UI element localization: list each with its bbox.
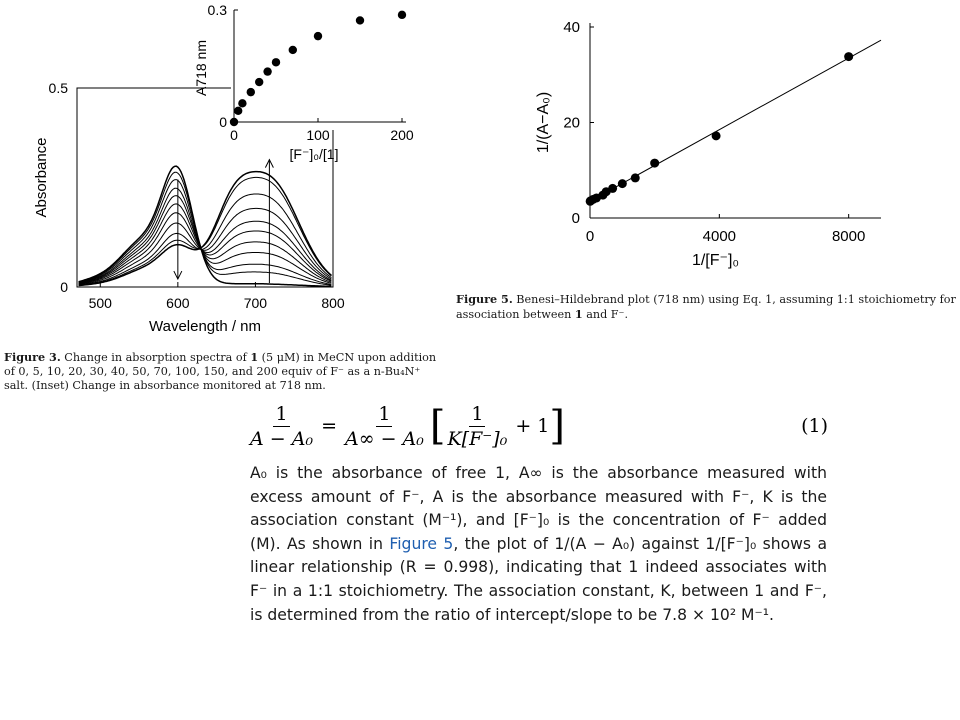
figure5-caption-text-end: and F⁻.	[582, 308, 629, 321]
spectra-x-tick-label: 600	[166, 295, 190, 311]
fig5-data-point	[712, 131, 721, 140]
paragraph-part-1: A₀ is the absorbance of free 1, A∞ is the absorbance measured with excess amount of F⁻, A is the absorbance measured with F⁻, K is the association constant (M⁻¹), and [F⁻]₀ is the concentration of F⁻ added (M). As shown in	[250, 464, 827, 553]
figure3-caption-label: Figure 3.	[4, 350, 61, 364]
spectra-y-tick-label: 0.5	[48, 80, 68, 96]
inset-y-tick-label: 0.3	[207, 2, 227, 18]
figure5-caption-compound: 1	[574, 307, 583, 321]
inset-y-axis-label: A718 nm	[193, 39, 209, 97]
figure5-caption-label: Figure 5.	[456, 292, 513, 306]
inset-y-tick-label: 0	[219, 114, 227, 130]
eq-rhs-numerator: 1	[378, 402, 391, 425]
spectra-y-axis-label: Absorbance	[33, 137, 50, 218]
inset-x-axis-label: [F⁻]₀/[1]	[289, 146, 339, 162]
figure3-caption-text: Change in absorption spectra of	[60, 351, 251, 364]
spectra-x-tick-label: 700	[243, 295, 268, 311]
inset-background	[231, 6, 411, 130]
eq-lhs-denominator: A − A₀	[250, 427, 314, 450]
figure5-benesi-hildebrand-chart	[520, 0, 920, 280]
figure5-caption-text: Benesi–Hildebrand plot (718 nm) using Eq. 1, assuming 1:1 stoichiometry for association between	[456, 293, 956, 321]
fig5-y-tick-label: 0	[571, 210, 580, 227]
eq-plus-one: + 1	[515, 415, 550, 437]
eq-inner-denominator: K[F⁻]₀	[447, 427, 508, 450]
figure5-link[interactable]: Figure 5	[389, 534, 454, 553]
eq-left-bracket: [	[429, 403, 446, 449]
fig5-data-point	[618, 179, 627, 188]
spectrum-line	[79, 172, 332, 286]
inset-data-point	[247, 88, 255, 96]
eq-inner-numerator: 1	[471, 402, 484, 425]
spectra-x-axis-label: Wavelength / nm	[149, 318, 261, 335]
figure3-caption-compound: 1	[250, 350, 259, 364]
fig5-data-point	[650, 159, 659, 168]
inset-data-point	[314, 32, 322, 40]
eq-rhs-fraction	[343, 403, 426, 450]
spectra-x-tick-label: 800	[321, 295, 345, 311]
inset-x-tick-label: 0	[230, 127, 238, 143]
fig5-y-tick-label: 40	[563, 19, 580, 36]
spectrum-line	[79, 208, 332, 284]
spectrum-line	[79, 196, 332, 284]
inset-data-point	[398, 11, 406, 19]
figure3-caption	[4, 350, 446, 393]
fig5-data-point	[631, 173, 640, 182]
spectrum-line	[79, 172, 332, 285]
fig5-x-tick-label: 8000	[831, 228, 866, 245]
inset-x-tick-label: 200	[390, 127, 414, 143]
eq-equals-sign: =	[321, 415, 337, 437]
fig5-data-point	[844, 52, 853, 61]
fig5-y-tick-label: 20	[563, 114, 580, 132]
inset-data-point	[263, 67, 271, 75]
equation-1	[248, 396, 828, 456]
inset-data-point	[238, 99, 246, 107]
fig5-y-axis-label: 1/(A−A₀)	[535, 91, 552, 154]
fig5-x-axis-label: 1/[F⁻]₀	[691, 252, 740, 269]
eq-number: (1)	[801, 415, 828, 437]
paragraph-part-2: , the plot of 1/(A − A₀) against 1/[F⁻]₀ shows a linear relationship (R = 0.998), indicating that 1 indeed associates with F⁻ in a 1:1 stoichiometry. The association constant, K, between 1 and F⁻, is determined from the ratio of intercept/slope to be 7.8 × 10² M⁻¹.	[250, 534, 827, 624]
inset-data-point	[356, 16, 364, 24]
body-paragraph	[250, 462, 827, 627]
fig5-data-point	[608, 184, 617, 193]
eq-inner-fraction	[445, 403, 509, 450]
inset-data-point	[289, 46, 297, 54]
fig5-x-tick-label: 4000	[702, 228, 737, 245]
figure3-inset-chart	[0, 0, 450, 170]
eq-rhs-denominator: A∞ − A₀	[344, 427, 424, 450]
eq-lhs-numerator: 1	[275, 402, 288, 425]
inset-data-point	[234, 107, 242, 115]
figure5-caption	[456, 292, 956, 322]
inset-data-point	[230, 118, 238, 126]
eq-lhs-fraction	[248, 403, 315, 450]
inset-x-tick-label: 100	[306, 127, 330, 143]
inset-data-point	[255, 78, 263, 86]
spectra-y-tick-label: 0	[60, 279, 68, 295]
eq-right-bracket: ]	[549, 403, 566, 449]
inset-data-point	[272, 58, 280, 66]
spectra-x-tick-label: 500	[88, 295, 112, 311]
fig5-x-tick-label: 0	[585, 228, 595, 245]
figure3-caption-text-end: (5 μM) in MeCN upon addition of 0, 5, 10, 20, 30, 40, 50, 70, 100, 150, and 200 equiv of F⁻ as a n-Bu₄N⁺ salt. (Inset) Change in absorbance monitored at 718 nm.	[4, 351, 437, 392]
